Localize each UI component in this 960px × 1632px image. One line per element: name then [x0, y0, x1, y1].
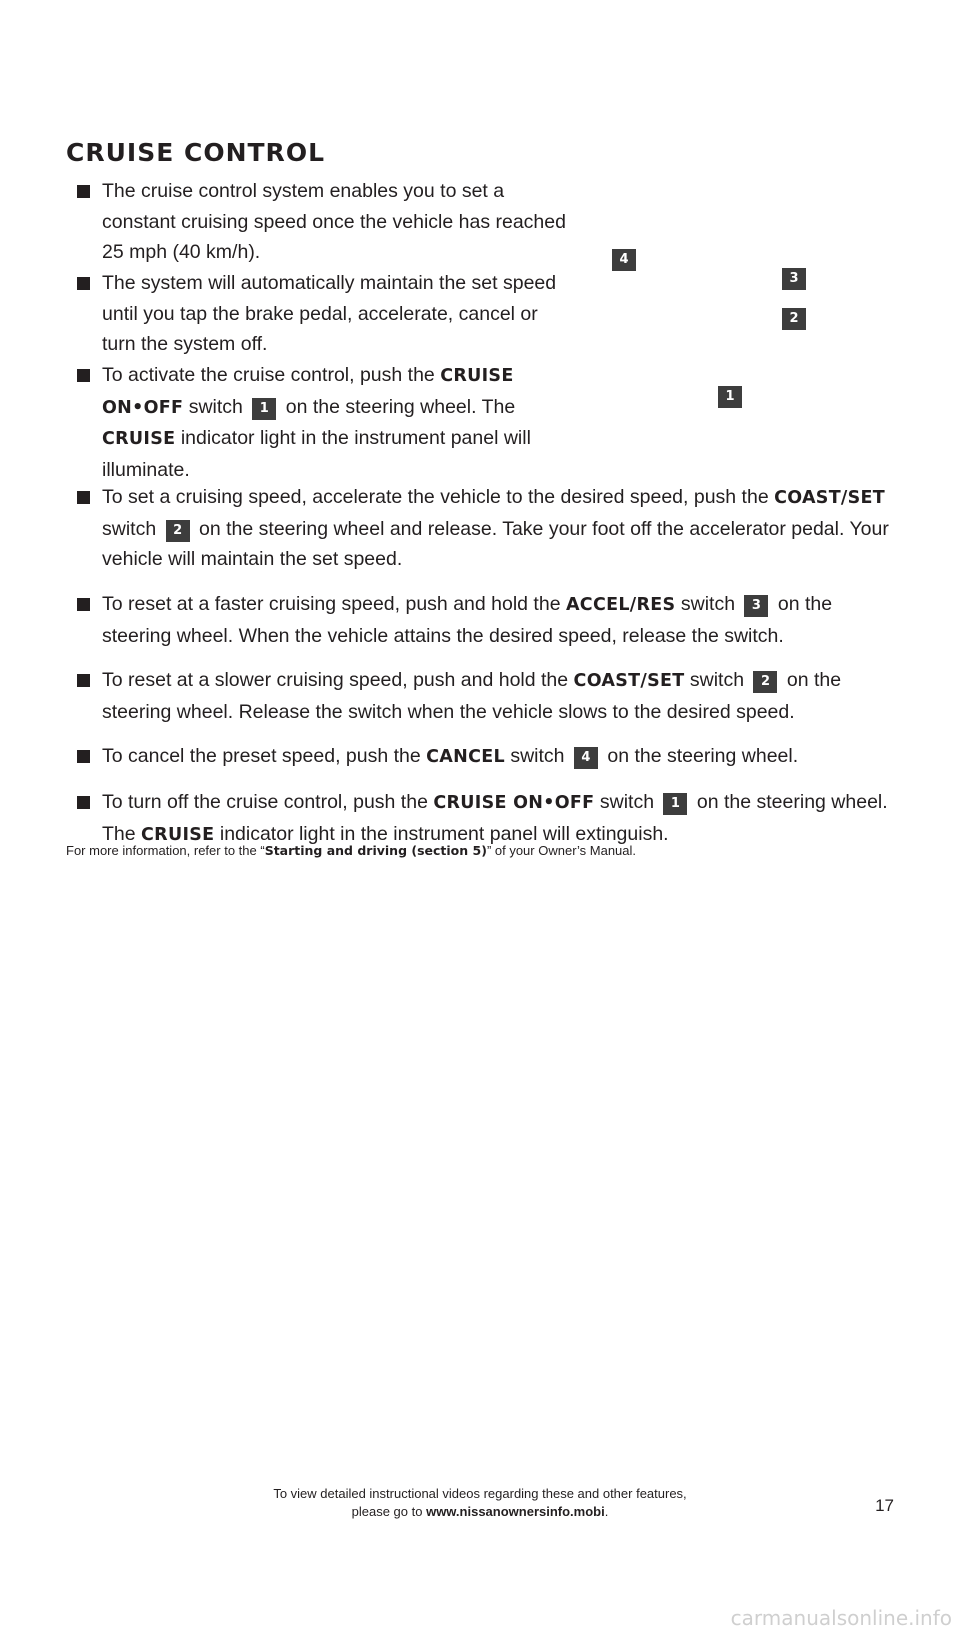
bullet-square-icon — [77, 674, 90, 687]
footer-url-link[interactable]: www.nissanownersinfo.mobi — [426, 1504, 605, 1519]
switch-badge-2: 2 — [166, 520, 190, 542]
bullet-item-5: To reset at a faster cruising speed, push and hold the ACCEL/RES switch 3 on the steering wheel. When the vehicle attains the desired speed, release the switch. — [66, 589, 906, 651]
keyword-coast-set: COAST/SET — [573, 671, 685, 691]
keyword-accel-res: ACCEL/RES — [565, 595, 676, 615]
callout-2: 2 — [782, 308, 806, 330]
page-title: CRUISE CONTROL — [66, 138, 325, 167]
bullet-square-icon — [77, 491, 90, 504]
bullet-square-icon — [77, 277, 90, 290]
switch-badge-1: 1 — [663, 793, 687, 815]
switch-badge-2: 2 — [753, 671, 777, 693]
bullet-item-1: The cruise control system enables you to set a constant cruising speed once the vehicle has reached 25 mph (40 km/h). — [66, 176, 566, 268]
bullet-square-icon — [77, 598, 90, 611]
keyword-cruise-on-off: CRUISE ON•OFF — [102, 366, 514, 418]
reference-note: For more information, refer to the “Starting and driving (section 5)” of your Owner’s Manual. — [66, 843, 637, 858]
bullet-item-6: To reset at a slower cruising speed, push and hold the COAST/SET switch 2 on the steering wheel. Release the switch when the vehicle slows to the desired speed. — [66, 665, 906, 727]
bullet-square-icon — [77, 796, 90, 809]
page-number: 17 — [875, 1496, 894, 1515]
keyword-coast-set: COAST/SET — [774, 488, 886, 508]
keyword-cruise: CRUISE — [102, 429, 176, 449]
keyword-cruise: CRUISE — [141, 824, 215, 845]
keyword-cancel: CANCEL — [426, 747, 505, 767]
keyword-cruise-on-off: CRUISE ON•OFF — [433, 793, 595, 813]
reference-section: Starting and driving (section 5) — [264, 843, 487, 858]
switch-badge-4: 4 — [574, 747, 598, 769]
footer-note: To view detailed instructional videos regarding these and other features, please go to www.nissanownersinfo.mobi. — [273, 1486, 687, 1519]
bullet-item-7: To cancel the preset speed, push the CANCEL switch 4 on the steering wheel. — [66, 741, 906, 773]
switch-badge-1: 1 — [252, 398, 276, 420]
bullet-item-2: The system will automatically maintain the set speed until you tap the brake pedal, accelerate, cancel or turn the system off. — [66, 268, 566, 360]
bullet-item-3: To activate the cruise control, push the CRUISE ON•OFF switch 1 on the steering wheel. The CRUISE indicator light in the instrument panel will illuminate. — [66, 360, 566, 485]
bullet-square-icon — [77, 369, 90, 382]
switch-badge-3: 3 — [744, 595, 768, 617]
bullet-item-4: To set a cruising speed, accelerate the vehicle to the desired speed, push the COAST/SET switch 2 on the steering wheel and release. Take your foot off the accelerator pedal. Your vehicle will maintain the set speed. — [66, 482, 906, 575]
watermark: carmanualsonline.info — [730, 1606, 952, 1630]
bullet-square-icon — [77, 185, 90, 198]
bullet-item-8: To turn off the cruise control, push the CRUISE ON•OFF switch 1 on the steering wheel. The CRUISE indicator light in the instrument panel will extinguish. — [66, 787, 906, 850]
callout-4: 4 — [612, 249, 636, 271]
bullet-square-icon — [77, 750, 90, 763]
callout-3: 3 — [782, 268, 806, 290]
callout-1: 1 — [718, 386, 742, 408]
